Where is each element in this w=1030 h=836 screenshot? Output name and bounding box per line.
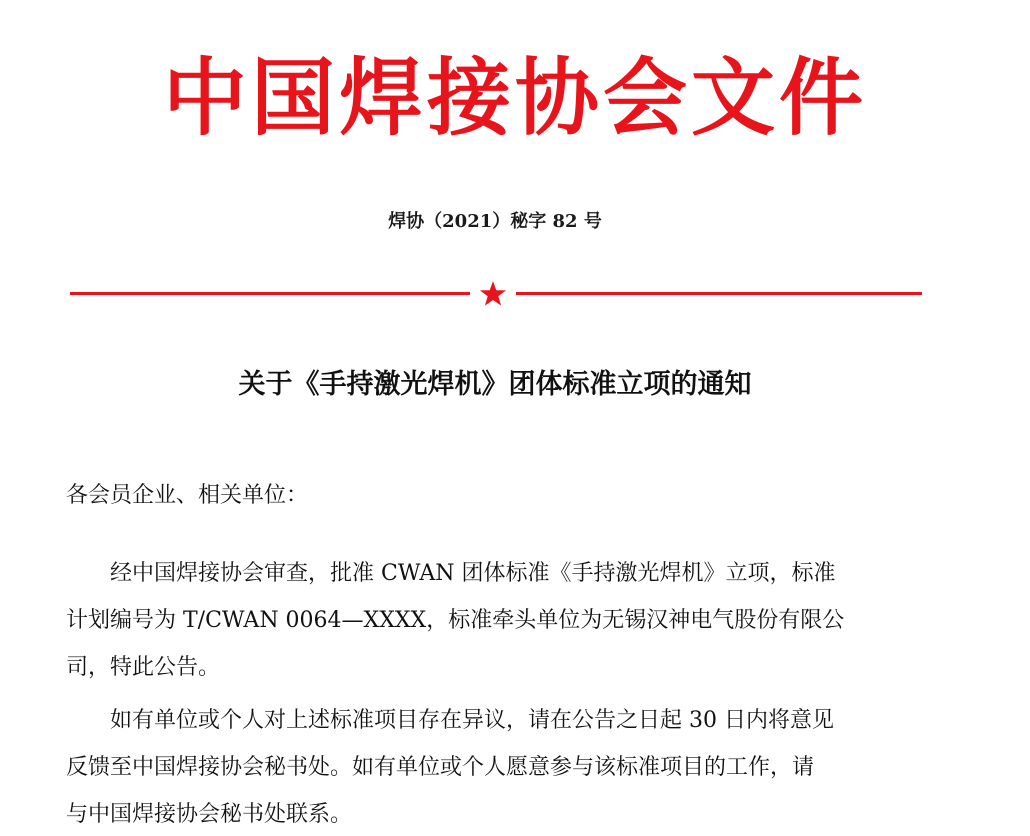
paragraph-2-line-2: 反馈至中国焊接协会秘书处。如有单位或个人愿意参与该标准项目的工作，请 bbox=[66, 755, 815, 780]
notice-title: 关于《手持激光焊机》团体标准立项的通知 bbox=[238, 369, 752, 400]
masthead-title: 中国焊接协会文件 bbox=[162, 49, 867, 147]
document-number: 焊协（2021）秘字 82 号 bbox=[388, 211, 602, 232]
paragraph-2-line-3: 与中国焊接协会秘书处联系。 bbox=[66, 802, 353, 827]
star-icon bbox=[479, 280, 507, 308]
salutation: 各会员企业、相关单位： bbox=[66, 483, 309, 508]
paragraph-1-line-2: 计划编号为 T/CWAN 0064—XXXX，标准牵头单位为无锡汉神电气股份有限公 bbox=[66, 608, 845, 633]
red-divider-left bbox=[70, 292, 470, 295]
red-divider-right bbox=[516, 292, 922, 295]
paragraph-1-line-3: 司，特此公告。 bbox=[66, 655, 221, 680]
paragraph-2-line-1: 如有单位或个人对上述标准项目存在异议，请在公告之日起 30 日内将意见 bbox=[110, 708, 834, 733]
paragraph-1-line-1: 经中国焊接协会审查，批准 CWAN 团体标准《手持激光焊机》立项，标准 bbox=[110, 561, 836, 586]
